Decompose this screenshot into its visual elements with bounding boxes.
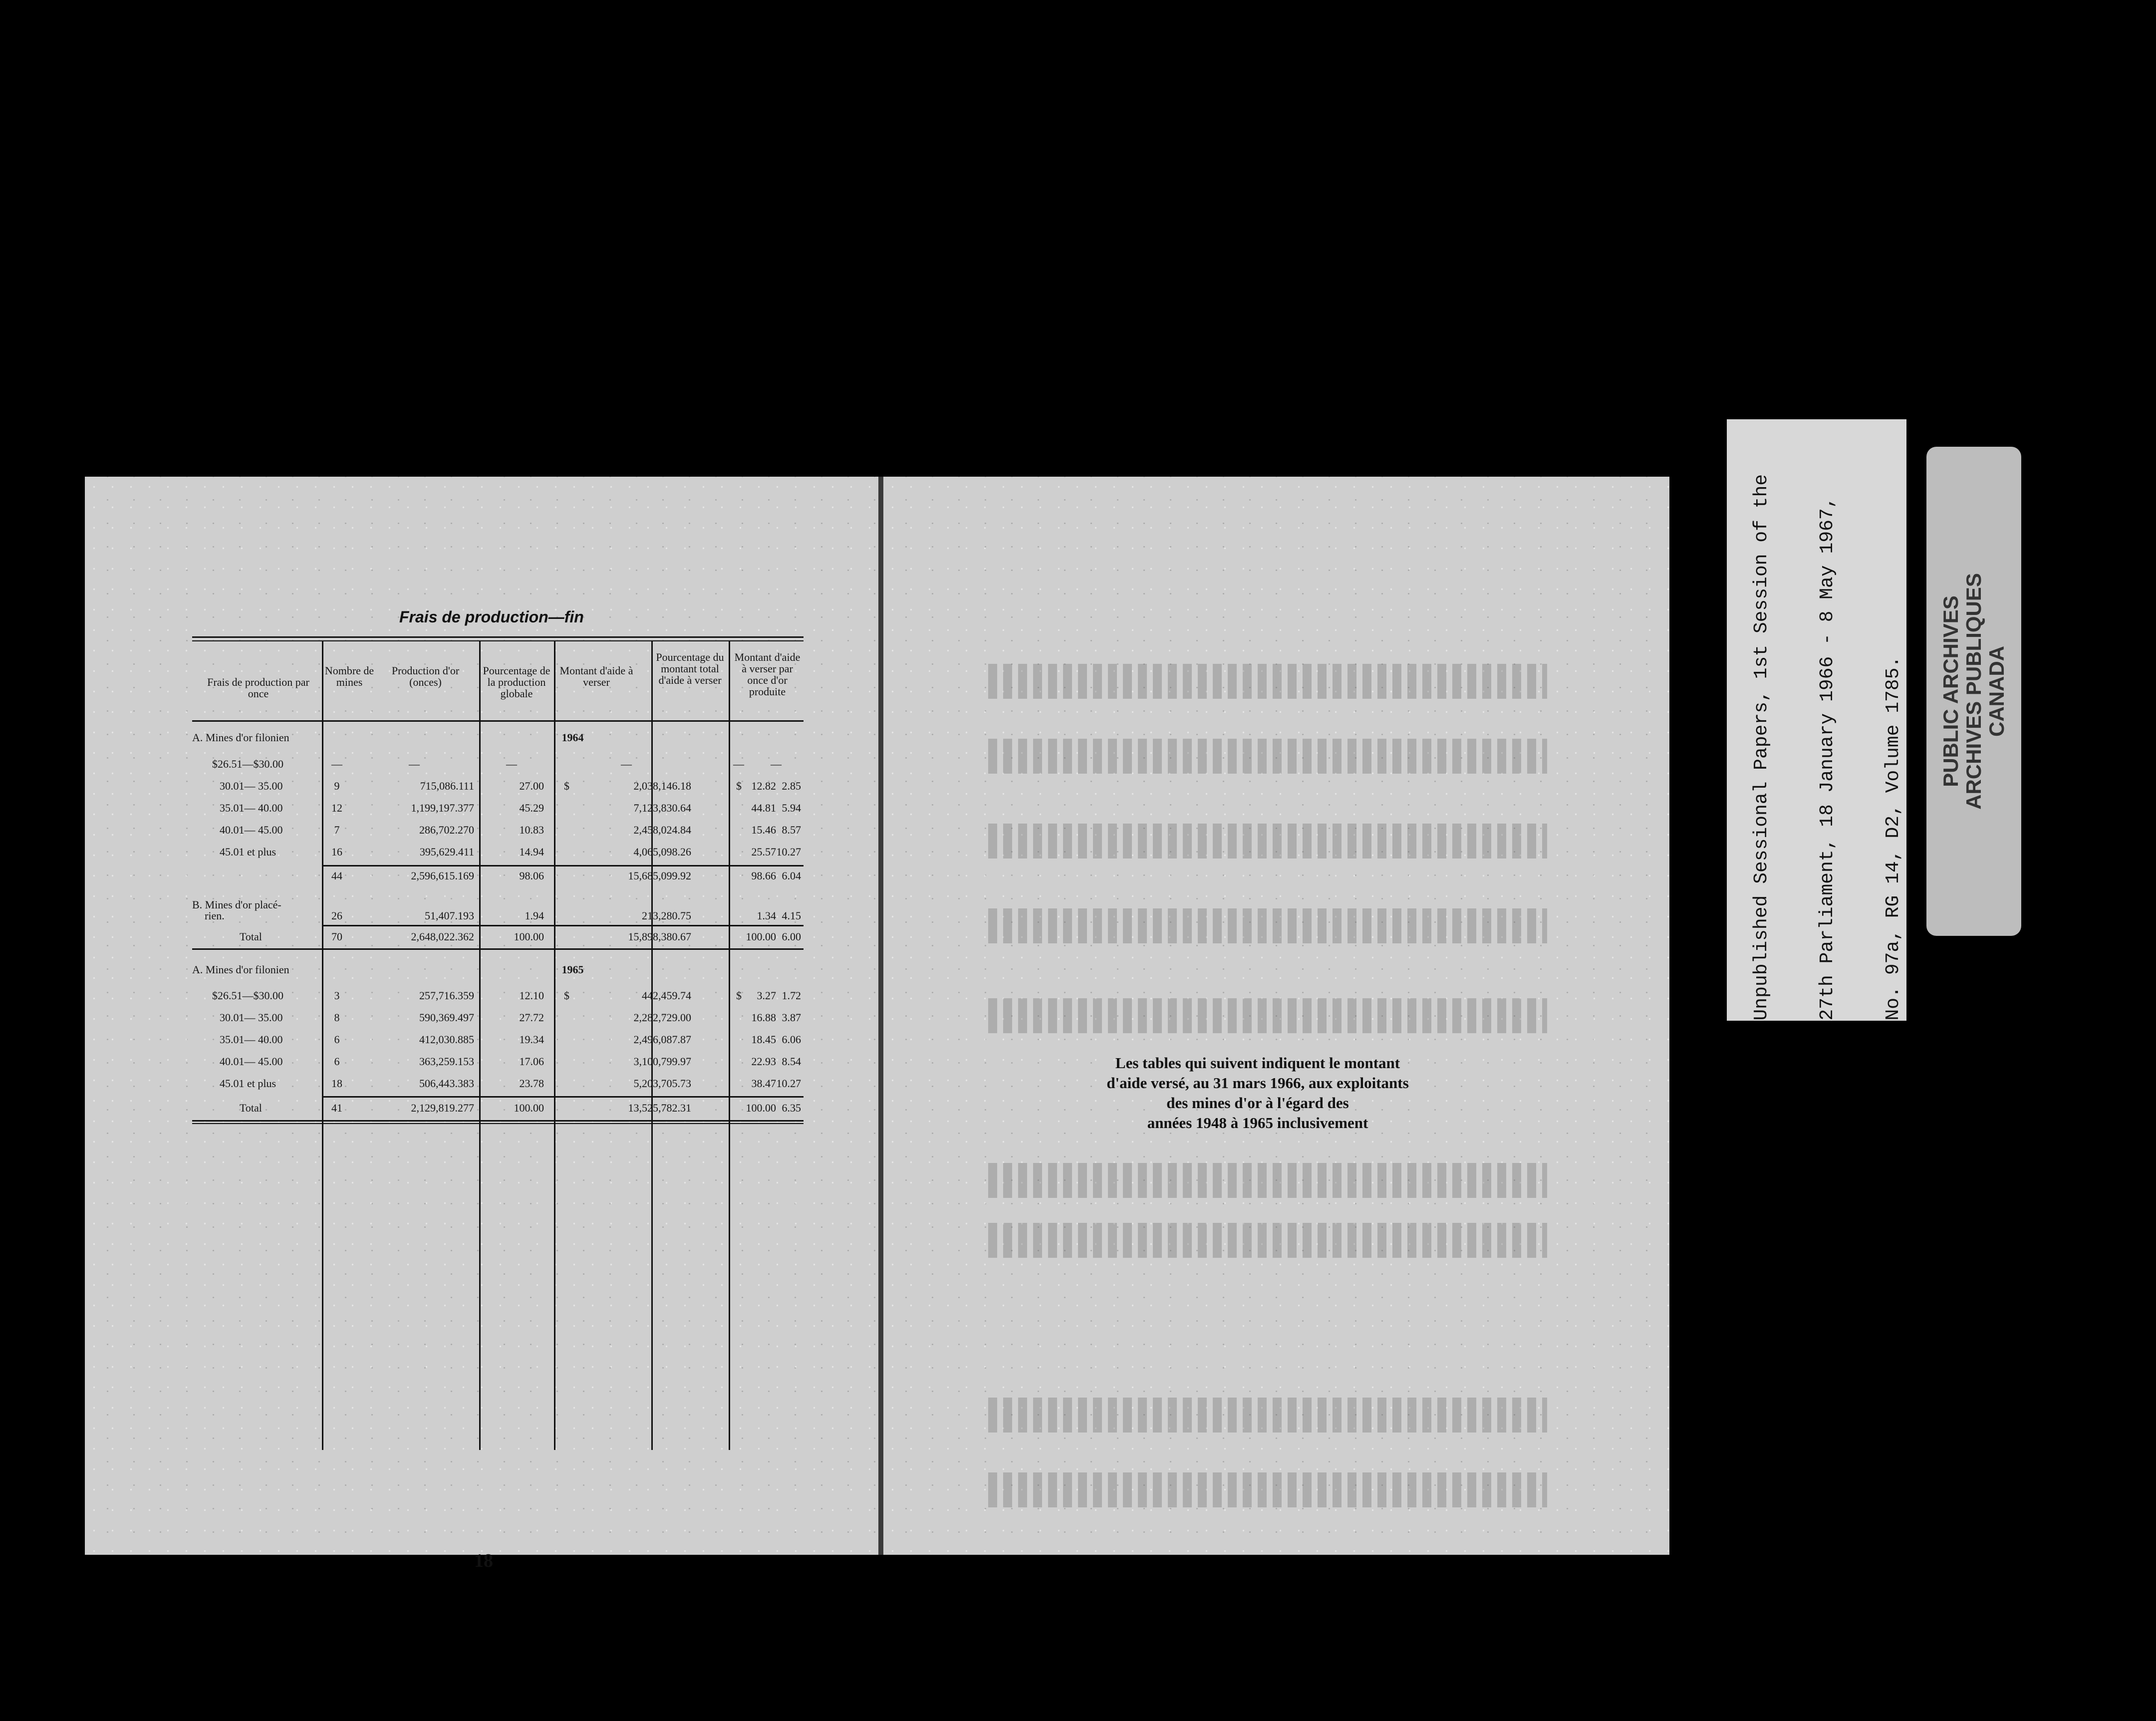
- archive-label-line: Unpublished Sessional Papers, 1st Session of the: [1751, 474, 1772, 1021]
- mines-cell: 3: [334, 989, 340, 1002]
- pct-cell: 100.00: [514, 1102, 544, 1114]
- dollar-sign: $: [564, 780, 569, 792]
- pct-aid-cell: 1.34: [757, 909, 776, 922]
- notice-line: Les tables qui suivent indiquent le montant: [1115, 1054, 1400, 1072]
- notice-line: d'aide versé, au 31 mars 1966, aux exploitants: [1106, 1074, 1409, 1092]
- production-cell: 2,596,615.169: [411, 869, 474, 882]
- archive-label-line: 27th Parliament, 18 January 1966 - 8 May 1967,: [1817, 497, 1838, 1021]
- dollar-sign: $: [736, 780, 742, 792]
- bleed-through: [988, 1472, 1547, 1507]
- header-rule: [192, 720, 804, 722]
- production-cell: 395,629.411: [419, 846, 474, 858]
- top-rule: [192, 636, 804, 638]
- placer-row: [192, 909, 804, 929]
- mines-cell: 41: [331, 1102, 342, 1114]
- table-row: [192, 846, 804, 865]
- pct-aid-cell: 100.00: [746, 930, 776, 943]
- mines-cell: 44: [331, 869, 342, 882]
- aid-cell: 15,898,380.67: [628, 930, 691, 943]
- row-label: 35.01— 40.00: [220, 1033, 283, 1046]
- pct-aid-cell: 44.81: [751, 802, 776, 814]
- pct-cell: 23.78: [519, 1077, 544, 1090]
- pct-aid-cell: 100.00: [746, 1102, 776, 1114]
- section-row-1964: [192, 731, 804, 751]
- pct-aid-cell: 38.47: [751, 1077, 776, 1090]
- per-oz-cell: 2.85: [782, 780, 801, 792]
- per-oz-cell: 6.06: [782, 1033, 801, 1046]
- table-row: [192, 758, 804, 778]
- pct-aid-cell: 16.88: [751, 1011, 776, 1024]
- per-oz-cell: 8.54: [782, 1055, 801, 1068]
- pct-cell: 17.06: [519, 1055, 544, 1068]
- mines-cell: 18: [331, 1077, 342, 1090]
- bleed-through: [988, 908, 1547, 943]
- mines-cell: —: [331, 758, 342, 770]
- aid-cell: —: [621, 758, 632, 770]
- table-row: [192, 1055, 804, 1075]
- row-label: 40.01— 45.00: [220, 824, 283, 836]
- aid-cell: 4,065,098.26: [633, 846, 691, 858]
- mines-cell: 7: [334, 824, 340, 836]
- notice-line: des mines d'or à l'égard des: [1166, 1094, 1349, 1112]
- page-gutter: [878, 477, 883, 1555]
- total-label: Total: [240, 930, 262, 943]
- total-label: Total: [240, 1102, 262, 1114]
- stamp-line: PUBLIC ARCHIVES: [1939, 595, 1962, 787]
- row-label: 30.01— 35.00: [220, 780, 283, 792]
- bleed-through: [988, 1223, 1547, 1258]
- year-label: 1965: [561, 963, 584, 976]
- header-pourcentage: Pourcentage de la production globale: [483, 664, 550, 700]
- mines-cell: 12: [331, 802, 342, 814]
- row-label: $26.51—$30.00: [212, 989, 283, 1002]
- section-label: A. Mines d'or filonien: [192, 963, 289, 976]
- dollar-sign: $: [736, 989, 742, 1002]
- total-row: [192, 930, 804, 950]
- pct-cell: 19.34: [519, 1033, 544, 1046]
- row-label: rien.: [205, 909, 225, 922]
- aid-cell: 13,525,782.31: [628, 1102, 691, 1114]
- aid-cell: 5,203,705.73: [633, 1077, 691, 1090]
- header-pourcentage-montant: Pourcentage du montant total d'aide à verser: [656, 651, 724, 686]
- dollar-sign: $: [564, 989, 569, 1002]
- bleed-through: [988, 739, 1547, 774]
- per-oz-cell: 10.27: [776, 846, 801, 858]
- pct-cell: 100.00: [514, 930, 544, 943]
- aid-cell: 213,280.75: [642, 909, 691, 922]
- aid-cell: 2,496,087.87: [633, 1033, 691, 1046]
- production-cell: 590,369.497: [419, 1011, 474, 1024]
- total-rule: [322, 925, 804, 926]
- aid-cell: 7,123,830.64: [633, 802, 691, 814]
- per-oz-cell: 6.04: [782, 869, 801, 882]
- table-row: [192, 1011, 804, 1031]
- header-montant-par-once: Montant d'aide à verser par once d'or produite: [734, 651, 801, 698]
- table-row: [192, 780, 804, 800]
- mines-cell: 26: [331, 909, 342, 922]
- stamp-line: CANADA: [1985, 646, 2008, 737]
- mines-cell: 6: [334, 1055, 340, 1068]
- production-cell: 506,443.383: [419, 1077, 474, 1090]
- pct-cell: 98.06: [519, 869, 544, 882]
- production-cell: 286,702.270: [419, 824, 474, 836]
- production-cell: —: [409, 758, 420, 770]
- production-cell: 2,129,819.277: [411, 1102, 474, 1114]
- section-row-1965: [192, 963, 804, 983]
- pct-cell: 45.29: [519, 802, 544, 814]
- production-cell: 412,030.885: [419, 1033, 474, 1046]
- mines-cell: 8: [334, 1011, 340, 1024]
- subtotal-rule: [322, 865, 804, 866]
- archives-stamp-text: [1939, 457, 2008, 926]
- per-oz-cell: 8.57: [782, 824, 801, 836]
- production-cell: 1,199,197.377: [411, 802, 474, 814]
- section-rule: [192, 948, 804, 950]
- page-number: 18: [474, 1550, 493, 1571]
- per-oz-cell: 5.94: [782, 802, 801, 814]
- pct-aid-cell: 3.27: [757, 989, 776, 1002]
- aid-cell: 3,100,799.97: [633, 1055, 691, 1068]
- pct-aid-cell: 12.82: [751, 780, 776, 792]
- section-label: A. Mines d'or filonien: [192, 731, 289, 744]
- total-row: [192, 1102, 804, 1122]
- aid-cell: 15,685,099.92: [628, 869, 691, 882]
- per-oz-cell: —: [771, 758, 782, 770]
- section-label: B. Mines d'or placé-: [192, 898, 281, 911]
- mines-cell: 9: [334, 780, 340, 792]
- bottom-rule-2: [192, 1123, 804, 1124]
- pct-cell: —: [506, 758, 517, 770]
- header-frais: Frais de production par once: [207, 676, 309, 700]
- header-montant: Montant d'aide à verser: [559, 664, 633, 688]
- notice-text: [1048, 1053, 1467, 1133]
- production-cell: 715,086.111: [420, 780, 474, 792]
- mines-cell: 70: [331, 930, 342, 943]
- header-production: Production d'or (onces): [391, 664, 460, 688]
- production-cell: 2,648,022.362: [411, 930, 474, 943]
- mines-cell: 16: [331, 846, 342, 858]
- pct-cell: 10.83: [519, 824, 544, 836]
- table-row: [192, 1077, 804, 1097]
- row-label: 45.01 et plus: [220, 1077, 276, 1090]
- table-row: [192, 824, 804, 844]
- row-label: 40.01— 45.00: [220, 1055, 283, 1068]
- per-oz-cell: 6.35: [782, 1102, 801, 1114]
- bottom-rule: [192, 1120, 804, 1122]
- pct-aid-cell: 22.93: [751, 1055, 776, 1068]
- pct-aid-cell: 15.46: [751, 824, 776, 836]
- production-cell: 363,259.153: [419, 1055, 474, 1068]
- pct-cell: 27.72: [519, 1011, 544, 1024]
- subtotal-row: [192, 869, 804, 889]
- pct-aid-cell: —: [733, 758, 744, 770]
- pct-cell: 14.94: [519, 846, 544, 858]
- mines-cell: 6: [334, 1033, 340, 1046]
- aid-cell: 2,282,729.00: [633, 1011, 691, 1024]
- stamp-line: ARCHIVES PUBLIQUES: [1962, 573, 1985, 810]
- archive-label-line: No. 97a, RG 14, D2, Volume 1785.: [1883, 656, 1904, 1021]
- archive-label-text: [1707, 419, 1926, 1021]
- per-oz-cell: 6.00: [782, 930, 801, 943]
- per-oz-cell: 1.72: [782, 989, 801, 1002]
- production-cell: 257,716.359: [419, 989, 474, 1002]
- row-label: 45.01 et plus: [220, 846, 276, 858]
- bleed-through: [988, 1163, 1547, 1198]
- row-label: 35.01— 40.00: [220, 802, 283, 814]
- pct-aid-cell: 98.66: [751, 869, 776, 882]
- per-oz-cell: 10.27: [776, 1077, 801, 1090]
- per-oz-cell: 3.87: [782, 1011, 801, 1024]
- pct-cell: 27.00: [519, 780, 544, 792]
- bleed-through: [988, 824, 1547, 859]
- bleed-through: [988, 998, 1547, 1033]
- table-row: [192, 989, 804, 1009]
- year-label: 1964: [561, 731, 584, 744]
- header-nombre: Nombre de mines: [324, 664, 374, 688]
- aid-cell: 2,458,024.84: [633, 824, 691, 836]
- pct-cell: 1.94: [525, 909, 544, 922]
- pct-aid-cell: 25.57: [751, 846, 776, 858]
- notice-line: années 1948 à 1965 inclusivement: [1147, 1114, 1368, 1132]
- aid-cell: 442,459.74: [642, 989, 691, 1002]
- row-label: $26.51—$30.00: [212, 758, 283, 770]
- row-label: 30.01— 35.00: [220, 1011, 283, 1024]
- production-cell: 51,407.193: [425, 909, 474, 922]
- top-rule-2: [192, 640, 804, 641]
- pct-aid-cell: 18.45: [751, 1033, 776, 1046]
- bleed-through: [988, 1398, 1547, 1433]
- table-title: Frais de production—fin: [399, 608, 584, 626]
- total-rule: [322, 1096, 804, 1098]
- bleed-through: [988, 664, 1547, 699]
- table-row: [192, 1033, 804, 1053]
- table-row: [192, 802, 804, 822]
- per-oz-cell: 4.15: [782, 909, 801, 922]
- aid-cell: 2,038,146.18: [633, 780, 691, 792]
- pct-cell: 12.10: [519, 989, 544, 1002]
